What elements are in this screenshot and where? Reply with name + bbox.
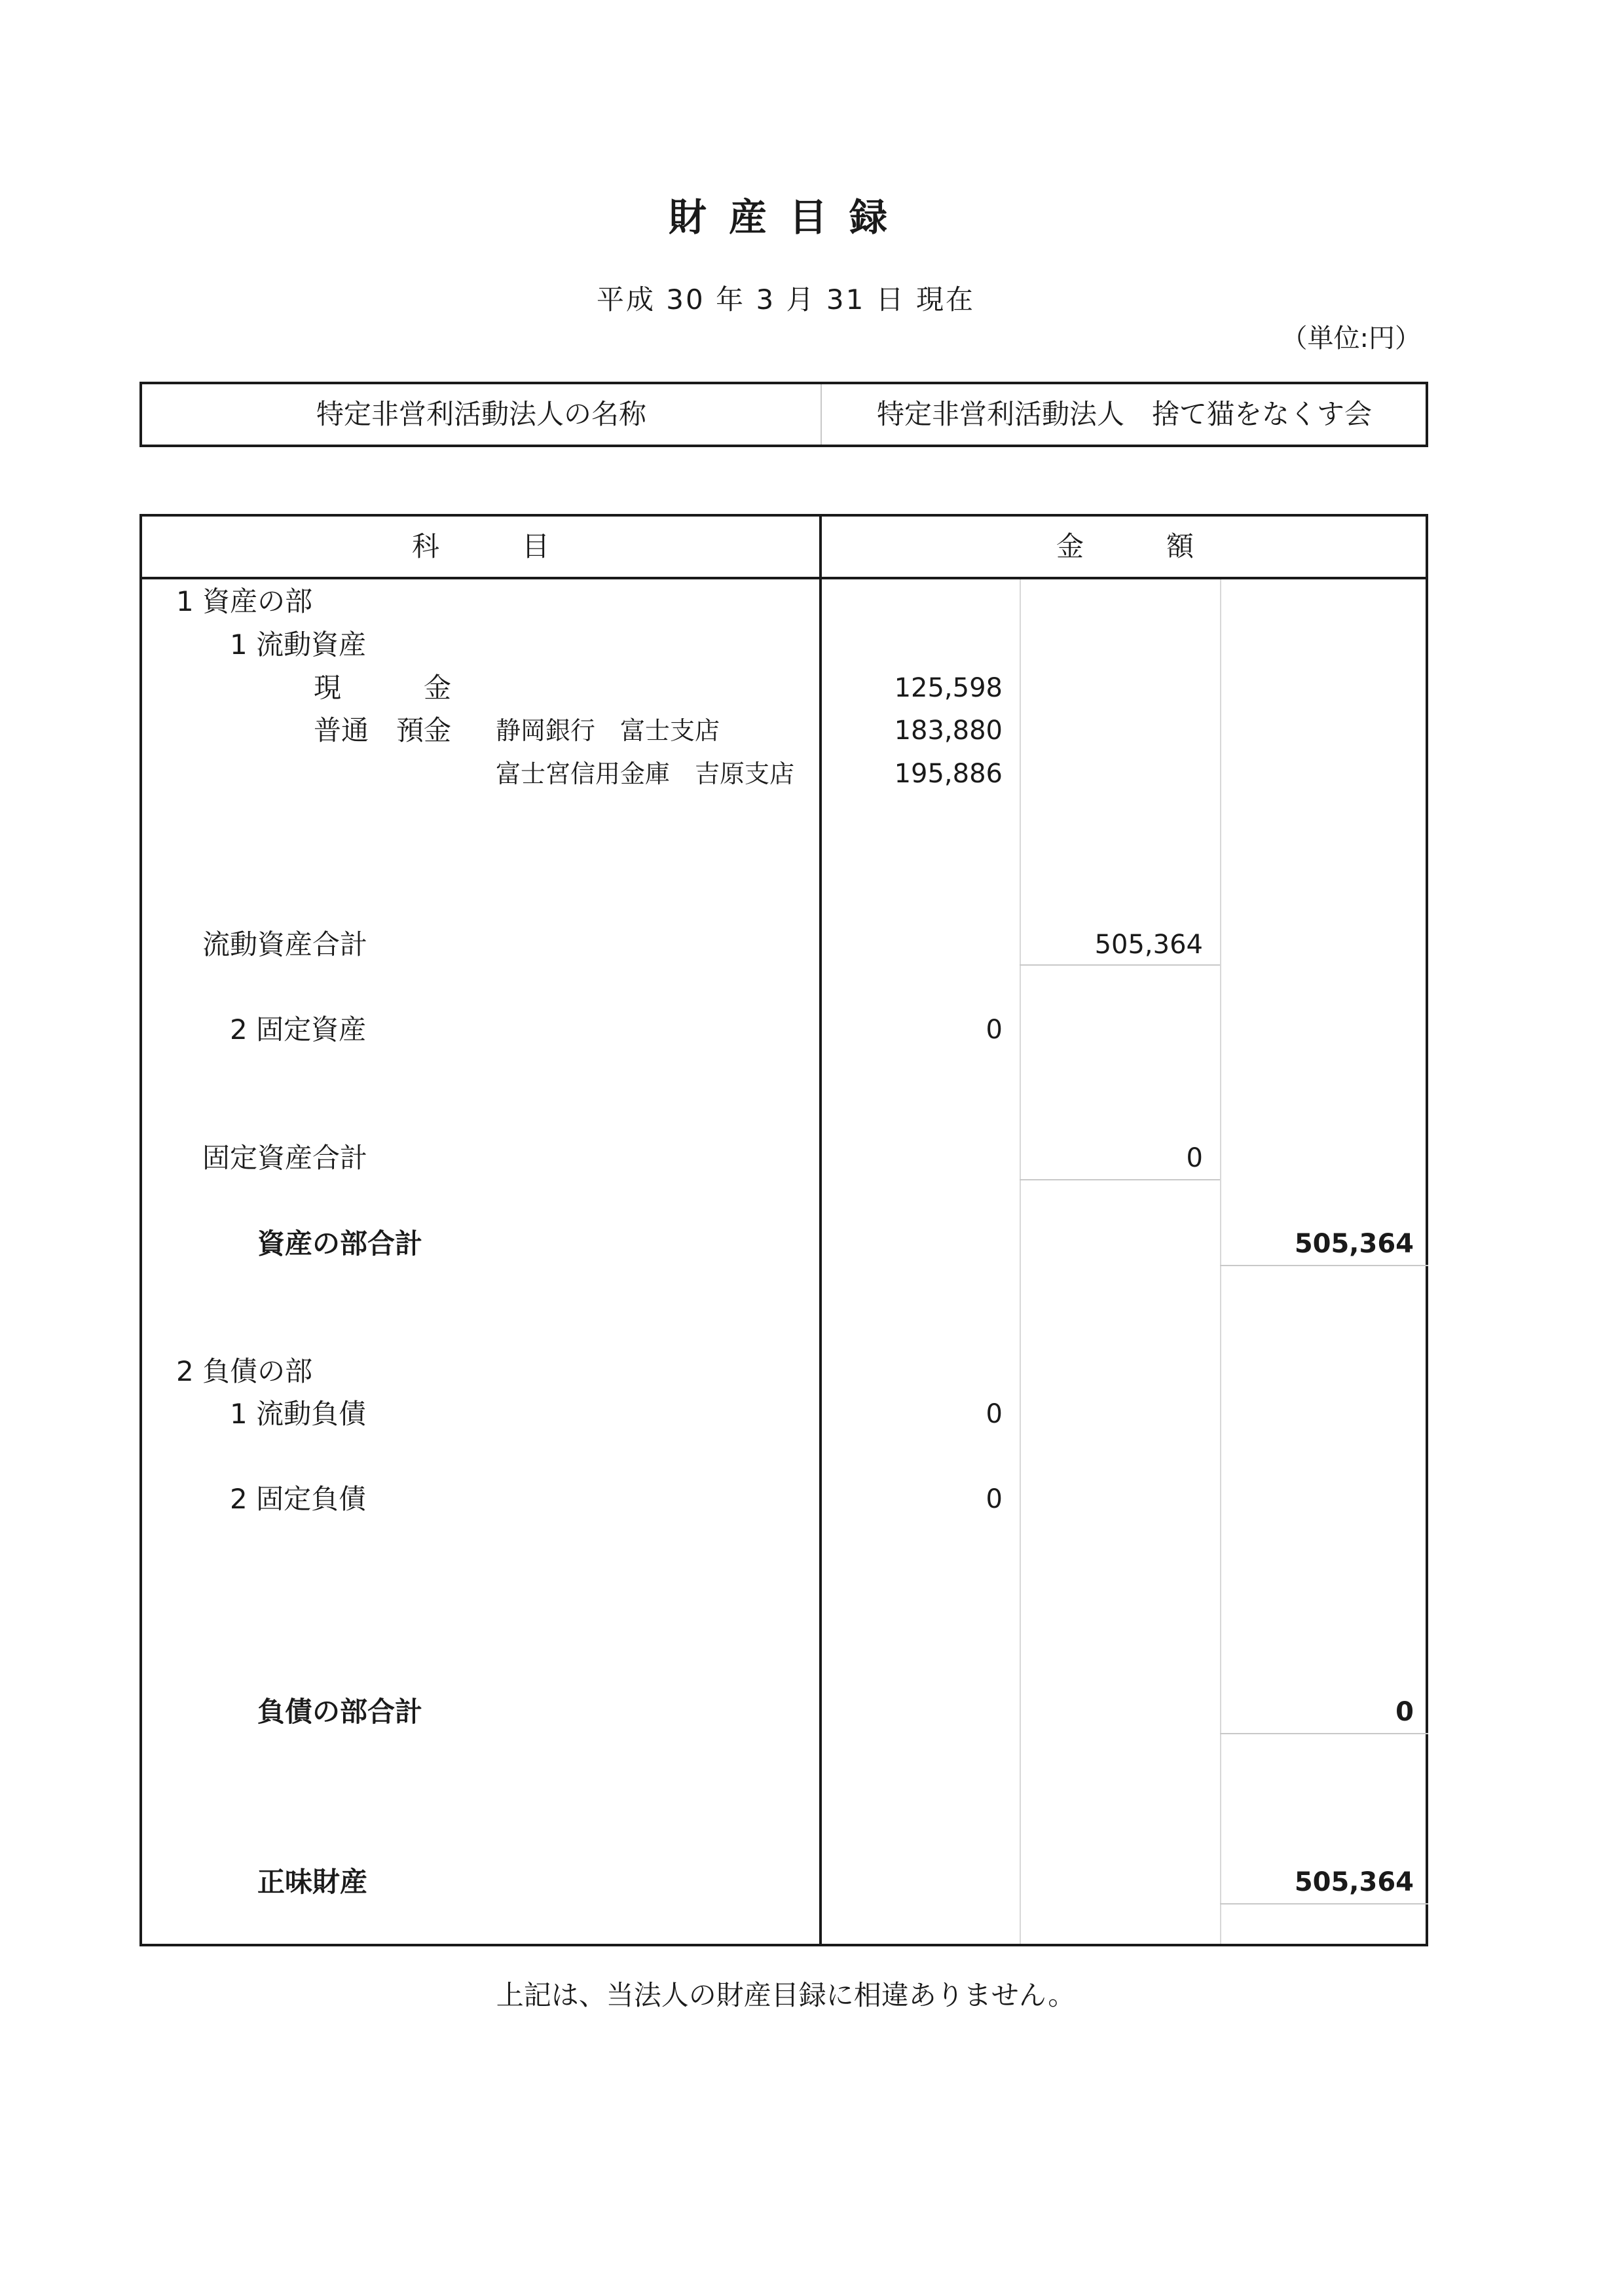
amount-column-divider-1 [1020,579,1021,1944]
fixed-assets-amount: 0 [986,1015,1003,1045]
current-liabilities-amount: 0 [986,1399,1003,1429]
deposit-amount-1: 183,880 [894,716,1003,746]
document-date: 平成 30 年 3 月 31 日 現在 [596,283,976,316]
fixed-assets-heading: 2 固定資産 [230,1013,367,1046]
subtotal-rule-fixed-assets [1020,1179,1220,1180]
current-assets-total-label: 流動資産合計 [202,928,368,960]
cash-label: 現 金 [314,672,452,704]
cash-amount: 125,598 [894,673,1003,703]
fixed-assets-total-label: 固定資産合計 [202,1142,368,1174]
property-inventory-table [139,514,1428,1946]
organization-name: 特定非営利活動法人 捨て猫をなくす会 [876,398,1372,430]
subject-amount-divider [819,517,822,1944]
total-rule-net-assets [1220,1903,1428,1904]
assets-section-heading: 1 資産の部 [176,585,313,617]
subtotal-rule-current-assets [1020,964,1220,966]
document-title: 財産目録 [668,195,910,240]
assets-total: 505,364 [1294,1229,1414,1259]
fixed-liabilities-amount: 0 [986,1484,1003,1514]
net-assets-label: 正味財産 [257,1866,368,1898]
total-rule-liabilities [1220,1733,1428,1734]
current-assets-total: 505,364 [1094,930,1203,960]
deposit-bank-1: 静岡銀行 富士支店 [496,716,720,745]
current-assets-heading: 1 流動資産 [230,629,367,661]
total-rule-assets [1220,1265,1428,1266]
deposit-label: 普通 預金 [314,714,452,746]
fixed-assets-total: 0 [1186,1143,1203,1173]
amount-column-divider-2 [1220,579,1221,1944]
current-liabilities-heading: 1 流動負債 [230,1398,367,1430]
header-amount: 金 額 [1056,530,1194,562]
header-subject: 科 目 [411,530,549,562]
fixed-liabilities-heading: 2 固定負債 [230,1483,367,1515]
organization-label: 特定非営利活動法人の名称 [316,398,646,430]
header-divider [142,577,1426,579]
assets-total-label: 資産の部合計 [257,1228,423,1260]
unit-note: （単位:円） [1281,323,1421,354]
deposit-amount-2: 195,886 [894,759,1003,789]
liabilities-total-label: 負債の部合計 [257,1696,423,1728]
liabilities-section-heading: 2 負債の部 [176,1355,313,1387]
certification-statement: 上記は、当法人の財産目録に相違ありません。 [496,1979,1076,2011]
organization-name-table [139,382,1428,447]
liabilities-total: 0 [1395,1697,1414,1727]
deposit-bank-2: 富士宮信用金庫 吉原支店 [496,759,795,788]
net-assets: 505,364 [1294,1867,1414,1897]
